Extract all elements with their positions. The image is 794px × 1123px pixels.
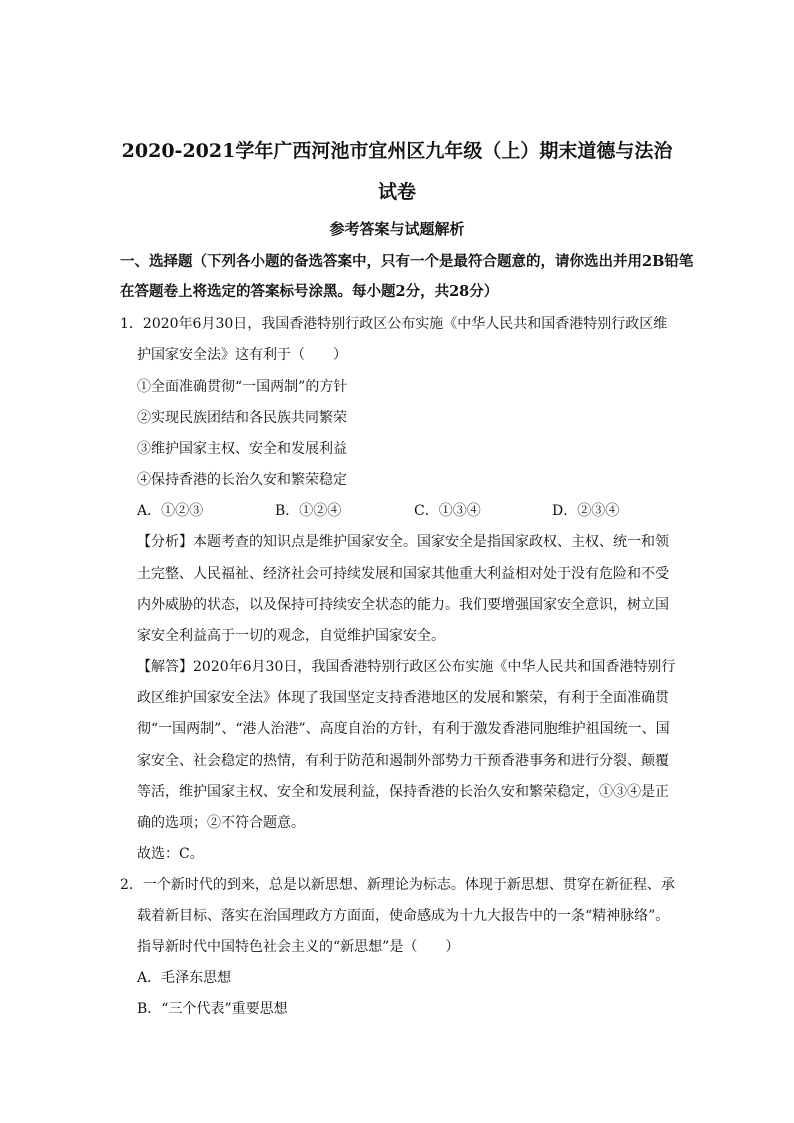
q1-answer-line: 确的选项；②不符合题意。	[137, 815, 305, 831]
q2-stem-line-3: 指导新时代中国特色社会主义的“新思想”是（ ）	[137, 939, 460, 955]
page-title-line-1: 2020-2021学年广西河池市宜州区九年级（上）期末道德与法治	[121, 140, 673, 162]
q1-analysis-line: 内外威胁的状态，以及保持可持续安全状态的能力。我们要增强国家安全意识，树立国	[137, 597, 669, 613]
section-heading-line-1: 一、选择题（下列各小题的备选答案中，只有一个是最符合题意的，请你选出并用2B铅笔	[120, 253, 694, 270]
q1-result: 故选：C。	[137, 846, 204, 862]
q1-analysis-line: 【分析】本题考查的知识点是维护国家安全。国家安全是指国家政权、主权、统一和领	[137, 534, 669, 550]
q1-choice-a: A．①②③	[137, 503, 204, 519]
q2-choice-a: A．毛泽东思想	[137, 970, 232, 986]
q1-choice-c: C．①③④	[414, 503, 481, 519]
section-heading-line-2: 在答题卷上将选定的答案标号涂黑。每小题2分，共28分）	[120, 283, 499, 300]
q2-stem-line-1: 2．一个新时代的到来，总是以新思想、新理论为标志。体现于新思想、贯穿在新征程、承	[120, 877, 675, 893]
q1-item: ①全面准确贯彻“一国两制”的方针	[137, 379, 348, 395]
q1-answer-line: 家安全、社会稳定的热情，有利于防范和遏制外部势力干预香港事务和进行分裂、颠覆	[137, 753, 669, 769]
q2-choice-b: B．“三个代表”重要思想	[137, 1001, 288, 1017]
q1-choice-d: D．②③④	[552, 503, 620, 519]
q1-analysis-line: 家安全利益高于一切的观念，自觉维护国家安全。	[137, 628, 445, 644]
q1-answer-line: 彻“一国两制”、“港人治港”、高度自治的方针，有利于激发香港同胞维护祖国统一、国	[137, 721, 670, 737]
q1-stem-line-2: 护国家安全法》这有利于（ ）	[137, 347, 347, 363]
q1-choice-b: B．①②④	[275, 503, 342, 519]
q1-item: ④保持香港的长治久安和繁荣稳定	[137, 472, 347, 488]
q1-item: ②实现民族团结和各民族共同繁荣	[137, 410, 347, 426]
q1-item: ③维护国家主权、安全和发展利益	[137, 441, 347, 457]
q1-stem-line-1: 1．2020年6月30日，我国香港特别行政区公布实施《中华人民共和国香港特别行政区维	[120, 316, 668, 332]
q1-analysis-line: 土完整、人民福祉、经济社会可持续发展和国家其他重大利益相对处于没有危险和不受	[137, 566, 669, 582]
page-title-line-2: 试卷	[377, 181, 416, 203]
q1-answer-line: 等活，维护国家主权、安全和发展利益，保持香港的长治久安和繁荣稳定，①③④是正	[137, 784, 669, 800]
q1-answer-line: 【解答】2020年6月30日，我国香港特别行政区公布实施《中华人民共和国香港特别行	[137, 659, 676, 675]
q2-stem-line-2: 载着新目标、落实在治国理政方方面面，使命感成为十九大报告中的一条“精神脉络”。	[137, 908, 670, 924]
page-subtitle: 参考答案与试题解析	[329, 220, 465, 238]
q1-answer-line: 政区维护国家安全法》体现了我国坚定支持香港地区的发展和繁荣，有利于全面准确贯	[137, 690, 669, 706]
